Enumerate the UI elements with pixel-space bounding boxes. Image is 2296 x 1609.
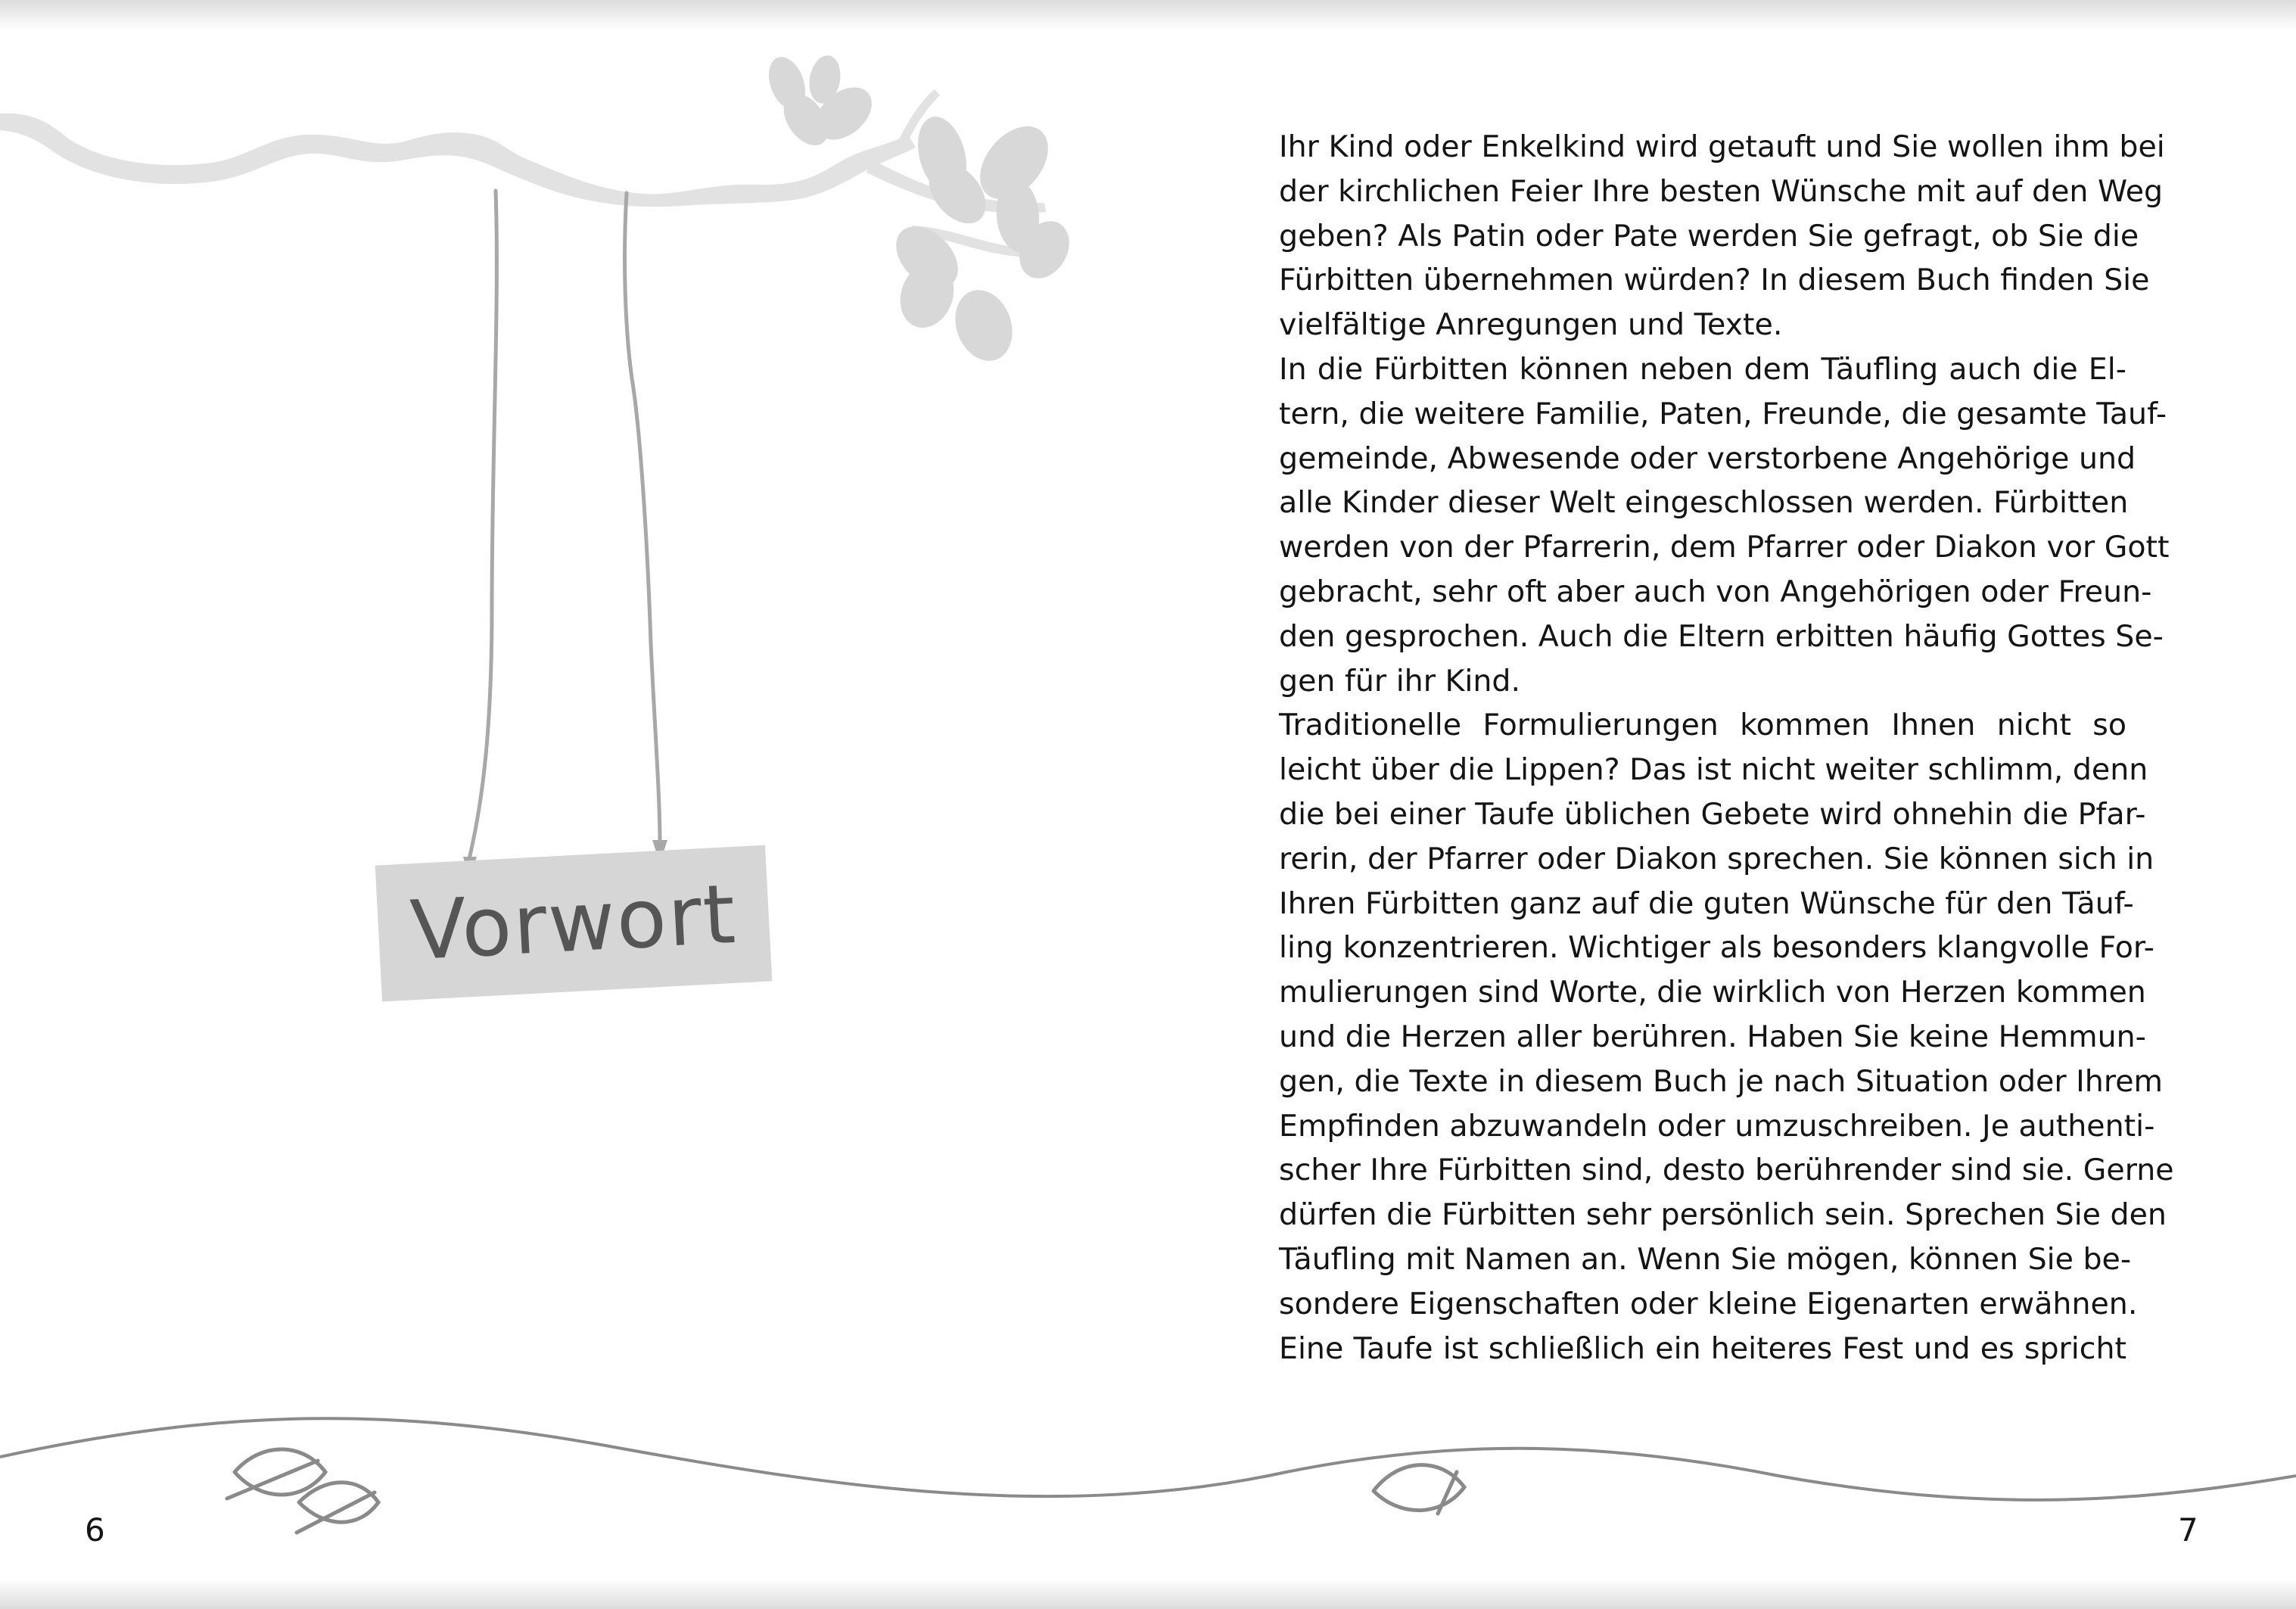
text-line: sondere Eigenschaften oder kleine Eigenarten erwähnen.	[1279, 1286, 2138, 1321]
page-number-right: 7	[2178, 1511, 2198, 1548]
text-line: rerin, der Pfarrer oder Diakon sprechen. Sie können sich in	[1279, 841, 2154, 876]
leaf-icon	[946, 282, 1022, 369]
text-line: werden von der Pfarrerin, dem Pfarrer oder Diakon vor Gott	[1279, 530, 2170, 565]
text-line: gemeinde, Abwesende oder verstorbene Angehörige und	[1279, 440, 2136, 476]
fish-icon	[297, 1483, 378, 1533]
text-line: mulierungen sind Worte, die wirklich von Herzen kommen	[1279, 975, 2146, 1010]
text-line: Ihren Fürbitten ganz auf die guten Wünsche für den Täuf-	[1279, 885, 2134, 921]
wave-line	[0, 1418, 2296, 1500]
text-line: Traditionelle Formulierungen kommen Ihnen nicht so	[1279, 708, 2126, 743]
rope	[469, 191, 660, 859]
text-line: und die Herzen aller berühren. Haben Sie keine Hemmun-	[1279, 1019, 2146, 1054]
fish-icon	[1374, 1465, 1464, 1514]
chapter-heading: Vorwort	[408, 867, 739, 979]
text-line: In die Fürbitten können neben dem Täufling auch die El-	[1279, 351, 2126, 387]
text-line: vielfältige Anregungen und Texte.	[1279, 307, 1783, 343]
text-line: scher Ihre Fürbitten sind, desto berührender sind sie. Gerne	[1279, 1153, 2174, 1188]
text-line: Empfinden abzuwandeln oder umzuschreiben. Je authenti-	[1279, 1108, 2155, 1144]
text-line: geben? Als Patin oder Pate werden Sie gefragt, ob Sie die	[1279, 218, 2139, 254]
text-line: gen, die Texte in diesem Buch je nach Situation oder Ihrem	[1279, 1063, 2163, 1099]
leaf-cluster	[762, 52, 1079, 369]
paragraph	[1279, 703, 2174, 1371]
text-line: den gesprochen. Auch die Eltern erbitten häufig Gottes Se-	[1279, 618, 2164, 654]
text-line: Täufling mit Namen an. Wenn Sie mögen, können Sie be-	[1279, 1241, 2132, 1277]
text-line: dürfen die Fürbitten sehr persönlich sein. Sprechen Sie den	[1279, 1197, 2167, 1233]
text-line: tern, die weitere Familie, Paten, Freunde, die gesamte Tauf-	[1279, 396, 2167, 431]
hanging-sign	[375, 845, 773, 1002]
body-text	[1279, 125, 2174, 1371]
paragraph	[1279, 347, 2170, 703]
text-line: gen für ihr Kind.	[1279, 663, 1521, 699]
text-line: Fürbitten übernehmen würden? In diesem Buch finden Sie	[1279, 263, 2150, 298]
page-number-left: 6	[85, 1511, 105, 1548]
text-line: Eine Taufe ist schließlich ein heiteres Fest und es spricht	[1279, 1330, 2126, 1366]
text-line: alle Kinder dieser Welt eingeschlossen werden. Fürbitten	[1279, 485, 2129, 521]
text-line: die bei einer Taufe üblichen Gebete wird ohnehin die Pfar-	[1279, 796, 2146, 832]
text-line: gebracht, sehr oft aber auch von Angehörigen oder Freun-	[1279, 574, 2152, 609]
text-line: ling konzentrieren. Wichtiger als besonders klangvolle For-	[1279, 930, 2154, 966]
paragraph	[1279, 125, 2165, 347]
text-line: der kirchlichen Feier Ihre besten Wünsche mit auf den Weg	[1279, 173, 2164, 209]
text-line: leicht über die Lippen? Das ist nicht weiter schlimm, denn	[1279, 752, 2148, 788]
text-line: Ihr Kind oder Enkelkind wird getauft und Sie wollen ihm bei	[1279, 129, 2165, 164]
